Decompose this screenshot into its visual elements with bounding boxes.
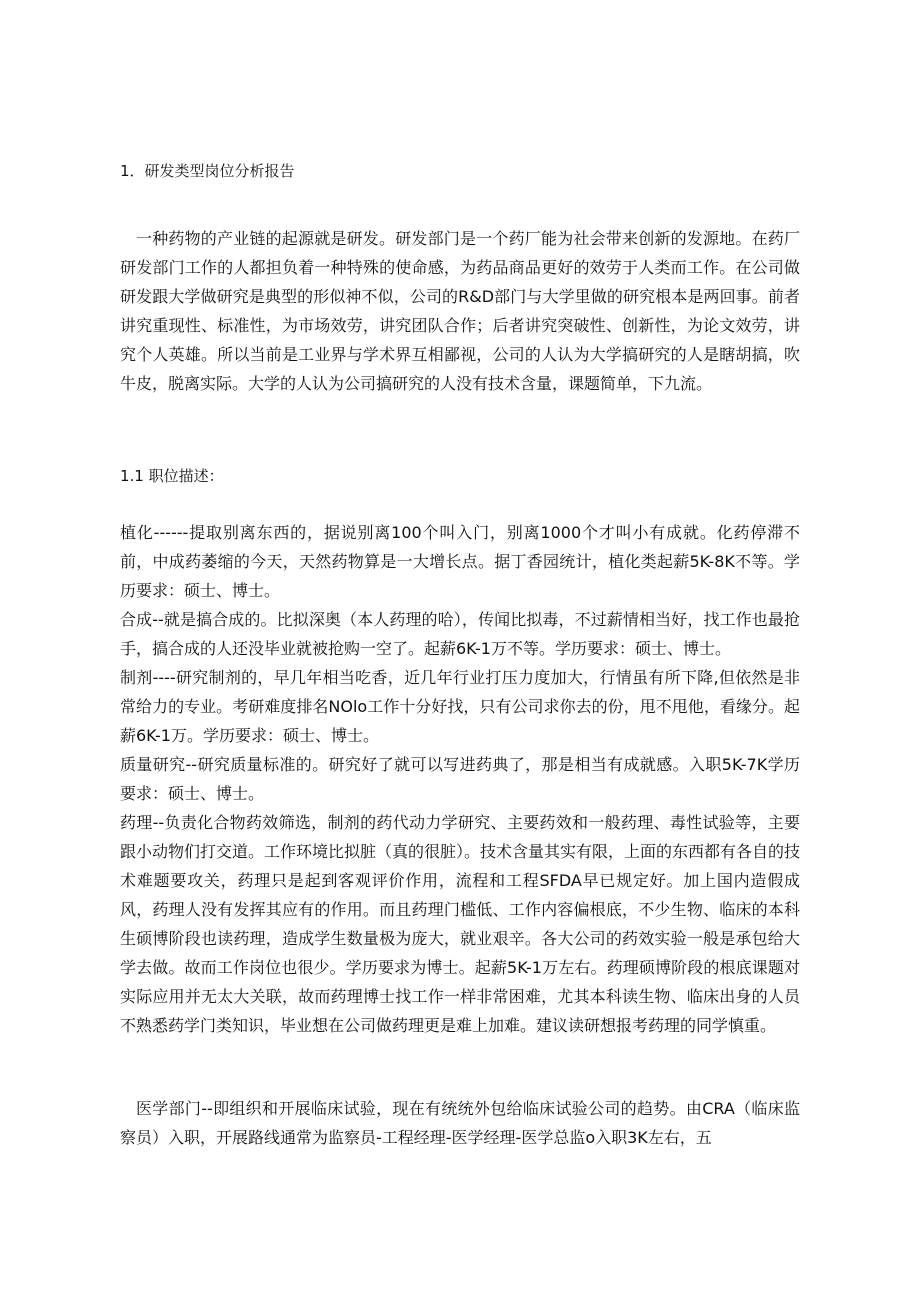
subsection-title: 1.1 职位描述： — [120, 467, 224, 485]
intro-paragraph: 一种药物的产业链的起源就是研发。研发部门是一个药厂能为社会带来创新的发源地。在药厂研发部门工作的人都担负着一种特殊的使命感，为药品商品更好的效劳于人类而工作。在公司做研发跟大学做研究是典型的形似神不似，公司的R&D部门与大学里做的研究根本是两回事。前者讲究重现性、标准性，为市场效劳，讲究团队合作；后者讲究突破性、创新性，为论文效劳，讲究个人英雄。所以当前是工业界与学术界互相鄙视，公司的人认为大学搞研究的人是瞎胡搞，吹牛皮，脱离实际。大学的人认为公司搞研究的人没有技术含量，课题简单，下九流。 — [120, 229, 800, 393]
paragraph-formulation: 制剂----研究制剂的，早几年相当吃香，近几年行业打压力度加大，行情虽有所下降,但依然是非常给力的专业。考研难度排名NOlo工作十分好找，只有公司求你去的份，甩不甩他，看缘分。起薪6K-1万。学历要求：硕士、博士。 — [120, 668, 800, 745]
paragraph-medical-department: 医学部门--即组织和开展临床试验，现在有统统外包给临床试验公司的趋势。由CRA（临床监察员）入职，开展路线通常为监察员-工程经理-医学经理-医学总监o入职3K左右，五 — [120, 1099, 800, 1147]
section-title: 1．研发类型岗位分析报告 — [120, 162, 295, 180]
paragraph-synthesis: 合成--就是搞合成的。比拟深奥（本人药理的哈），传闻比拟毒，不过薪情相当好，找工作也最抢手，搞合成的人还没毕业就被抢购一空了。起薪6K-1万不等。学历要求：硕士、博士。 — [120, 610, 800, 658]
paragraph-phytochemistry: 植化------提取别离东西的，据说别离100个叫入门，别离1000个才叫小有成就。化药停滞不前，中成药萎缩的今天，天然药物算是一大增长点。据丁香园统计，植化类起薪5K-8K不等。学历要求：硕士、博士。 — [120, 523, 800, 600]
paragraph-quality-research: 质量研究--研究质量标准的。研究好了就可以写进药典了，那是相当有成就感。入职5K-7K学历要求：硕士、博士。 — [120, 755, 800, 803]
paragraph-pharmacology: 药理--负责化合物药效筛选，制剂的药代动力学研究、主要药效和一般药理、毒性试验等，主要跟小动物们打交道。工作环境比拟脏（真的很脏）。技术含量其实有限，上面的东西都有各自的技术难题要攻关，药理只是起到客观评价作用，流程和工程SFDA早已规定好。加上国内造假成风，药理人没有发挥其应有的作用。而且药理门槛低、工作内容偏根底，不少生物、临床的本科生硕博阶段也读药理，造成学生数量极为庞大，就业艰辛。各大公司的药效实验一般是承包给大学去做。故而工作岗位也很少。学历要求为博士。起薪5K-1万左右。药理硕博阶段的根底课题对实际应用并无太大关联，故而药理博士找工作一样非常困难，尤其本科读生物、临床出身的人员不熟悉药学门类知识，毕业想在公司做药理更是难上加难。建议读研想报考药理的同学慎重。 — [120, 813, 801, 1035]
